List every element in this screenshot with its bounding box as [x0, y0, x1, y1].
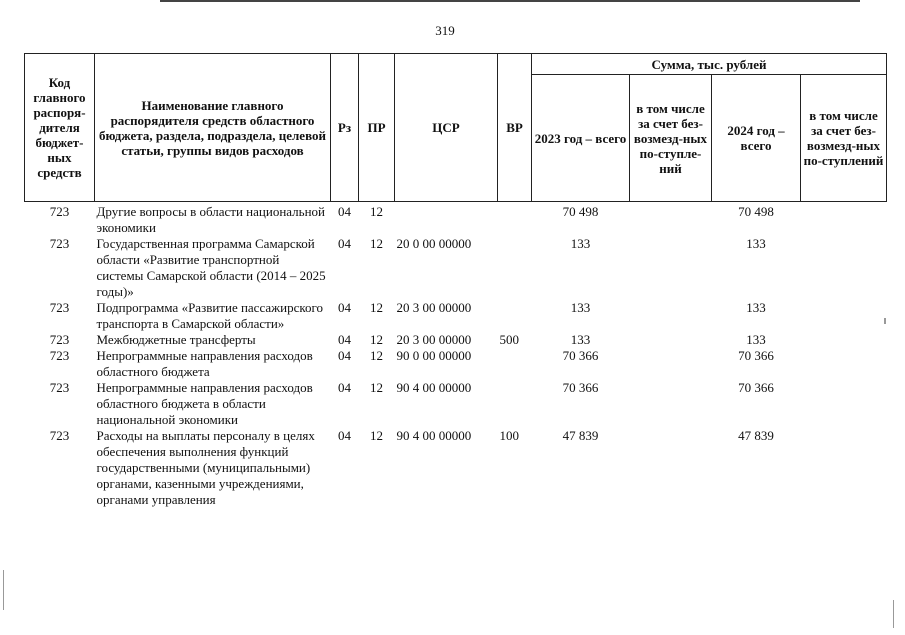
cell-rz: 04	[338, 300, 351, 315]
header-2023-total: 2023 год – всего	[532, 75, 630, 202]
cell-2023-gratuitous	[630, 236, 712, 300]
cell-vr: 500	[499, 332, 519, 347]
cell-pr: 12	[370, 332, 383, 347]
cell-2024-total: 133	[746, 300, 766, 315]
cell-rz: 04	[338, 236, 351, 251]
cell-2023-total: 70 498	[562, 204, 599, 219]
page-number: 319	[435, 23, 455, 38]
cell-rz: 04	[338, 428, 351, 443]
header-2024-total: 2024 год – всего	[712, 75, 801, 202]
cell-2024-gratuitous	[801, 202, 887, 237]
cell-code: 723	[49, 348, 70, 363]
cell-2024-total: 47 839	[738, 428, 774, 443]
cell-vr	[498, 202, 532, 237]
cell-pr: 12	[370, 348, 383, 363]
cell-rz: 04	[338, 204, 351, 219]
cell-csr: 20 0 00 00000	[396, 236, 472, 251]
cell-csr: 90 4 00 00000	[396, 380, 472, 395]
cell-name: Непрограммные направления расходов областного бюджета в области национальной экономики	[96, 380, 313, 427]
table-row	[25, 380, 887, 428]
cell-pr: 12	[370, 300, 383, 315]
scan-speck	[893, 600, 894, 628]
cell-2024-total: 70 366	[738, 380, 774, 395]
table-row	[25, 348, 887, 380]
cell-code: 723	[49, 236, 70, 251]
header-vr: ВР	[498, 54, 532, 202]
table-row	[25, 428, 887, 508]
header-sum: Сумма, тыс. рублей	[532, 54, 887, 75]
cell-csr: 20 3 00 00000	[396, 332, 472, 347]
table-row	[25, 300, 887, 332]
header-name: Наименование главного распорядителя средств областного бюджета, раздела, подраздела, целевой статьи, группы видов расходов	[95, 54, 331, 202]
cell-2023-gratuitous	[630, 202, 712, 237]
table-body	[25, 202, 887, 509]
header-rz: Рз	[331, 54, 359, 202]
cell-code: 723	[49, 204, 70, 219]
cell-2023-gratuitous	[630, 380, 712, 428]
header-2024-gratuitous: в том числе за счет без-возмезд-ных по-ступлений	[801, 75, 887, 202]
cell-code: 723	[49, 332, 70, 347]
cell-2023-total: 47 839	[562, 428, 599, 443]
cell-2024-total: 133	[746, 236, 766, 251]
cell-csr: 20 3 00 00000	[396, 300, 472, 315]
cell-vr	[498, 380, 532, 428]
cell-2024-total: 133	[746, 332, 766, 347]
cell-pr: 12	[370, 204, 383, 219]
cell-2024-gratuitous	[801, 428, 887, 508]
cell-vr	[498, 348, 532, 380]
cell-name: Непрограммные направления расходов областного бюджета	[96, 348, 313, 379]
cell-2024-gratuitous	[801, 300, 887, 332]
table-row	[25, 332, 887, 348]
cell-rz: 04	[338, 348, 351, 363]
cell-2023-total: 133	[570, 332, 591, 347]
scan-speck	[884, 318, 886, 324]
cell-code: 723	[49, 300, 70, 315]
cell-2023-total: 70 366	[562, 348, 599, 363]
cell-2024-total: 70 366	[738, 348, 774, 363]
cell-pr: 12	[370, 428, 383, 443]
header-csr: ЦСР	[395, 54, 498, 202]
cell-pr: 12	[370, 236, 383, 251]
table-header	[25, 54, 887, 202]
budget-table	[24, 53, 887, 508]
cell-2024-gratuitous	[801, 332, 887, 348]
cell-2023-total: 70 366	[562, 380, 599, 395]
cell-vr	[498, 300, 532, 332]
cell-rz: 04	[338, 332, 351, 347]
header-pr: ПР	[359, 54, 395, 202]
cell-2023-gratuitous	[630, 348, 712, 380]
header-2023-gratuitous: в том числе за счет без-возмезд-ных по-ступле-ний	[630, 75, 712, 202]
cell-2023-gratuitous	[630, 332, 712, 348]
cell-name: Расходы на выплаты персоналу в целях обеспечения выполнения функций государственными (муниципальными) органами, казенными учреждениями, органами управления	[96, 428, 315, 507]
table-row	[25, 202, 887, 237]
cell-2023-gratuitous	[630, 428, 712, 508]
cell-csr: 90 4 00 00000	[396, 428, 472, 443]
cell-2024-gratuitous	[801, 236, 887, 300]
cell-2024-total: 70 498	[738, 204, 774, 219]
cell-2023-total: 133	[570, 300, 591, 315]
header-code: Код главного распоря-дителя бюджет-ных средств	[25, 54, 95, 202]
cell-2024-gratuitous	[801, 348, 887, 380]
cell-name: Межбюджетные трансферты	[96, 332, 256, 347]
cell-code: 723	[49, 428, 70, 443]
cell-vr	[498, 236, 532, 300]
cell-name: Государственная программа Самарской области «Развитие транспортной системы Самарской области (2014 – 2025 годы)»	[96, 236, 326, 299]
cell-csr: 90 0 00 00000	[396, 348, 472, 363]
cell-2023-gratuitous	[630, 300, 712, 332]
cell-rz: 04	[338, 380, 351, 395]
scan-speck	[3, 570, 4, 610]
cell-name: Подпрограмма «Развитие пассажирского транспорта в Самарской области»	[96, 300, 324, 331]
cell-pr: 12	[370, 380, 383, 395]
cell-2024-gratuitous	[801, 380, 887, 428]
cell-2023-total: 133	[570, 236, 591, 251]
cell-vr: 100	[499, 428, 519, 443]
cell-csr	[395, 202, 498, 237]
top-rule	[160, 0, 860, 2]
table-row	[25, 236, 887, 300]
cell-code: 723	[49, 380, 70, 395]
cell-name: Другие вопросы в области национальной экономики	[96, 204, 325, 235]
